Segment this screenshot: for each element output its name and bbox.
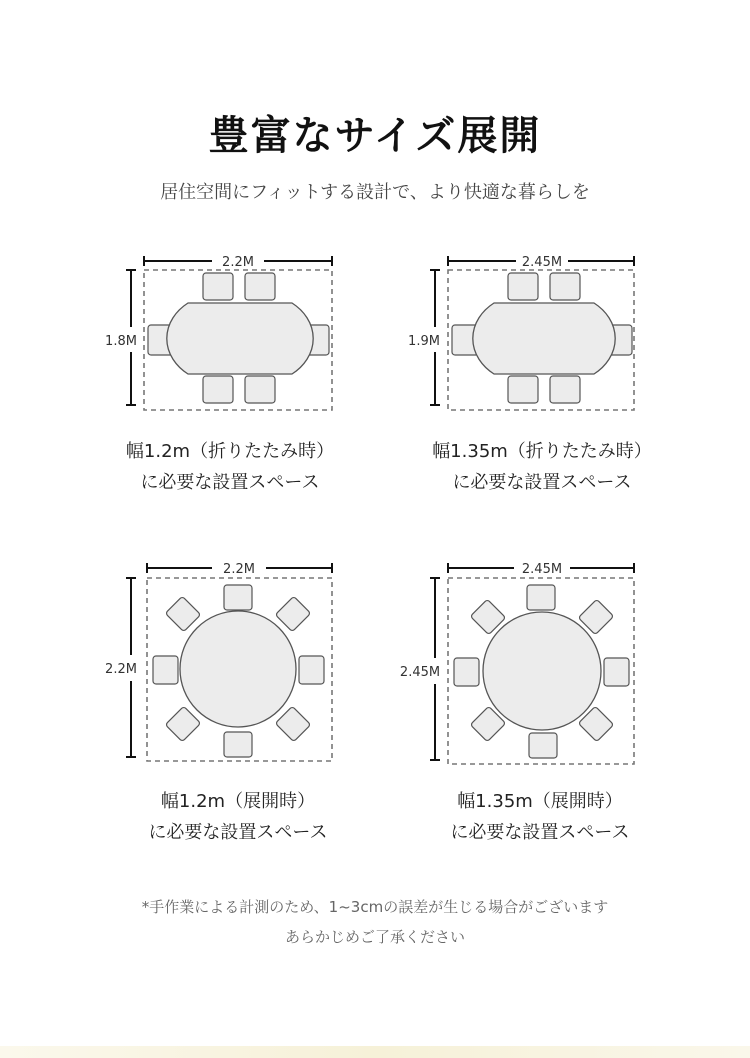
width-label: 2.45M (521, 255, 563, 270)
chair (165, 706, 200, 741)
page-title: 豊富なサイズ展開 (208, 113, 542, 159)
height-label: 2.45M (399, 665, 441, 680)
chair (165, 596, 200, 631)
caption-size-line: 幅1.2m（展開時） (160, 791, 316, 812)
caption-space-line: に必要な設置スペース (450, 822, 630, 843)
chair (299, 656, 324, 684)
chair (527, 585, 555, 610)
oval-table-diagram (402, 248, 642, 418)
layout-diagram-oval-small (100, 248, 360, 418)
chair (153, 656, 178, 684)
chair (275, 596, 310, 631)
caption-size-line: 幅1.2m（折りたたみ時） (125, 441, 335, 462)
round-table-diagram (100, 555, 340, 765)
layout-caption (370, 786, 710, 848)
footnote-line-2: あらかじめご了承ください (284, 928, 465, 946)
layout-caption (60, 436, 400, 498)
chair (203, 273, 233, 300)
chair (604, 658, 629, 686)
caption-space-line: に必要な設置スペース (140, 472, 320, 493)
oval-table (473, 303, 615, 374)
layout-caption (68, 786, 408, 848)
layout-diagram-round-large (399, 555, 662, 767)
chair (224, 585, 252, 610)
caption-size-line: 幅1.35m（展開時） (457, 791, 623, 812)
chair (508, 376, 538, 403)
round-table (180, 611, 296, 727)
round-table (483, 612, 601, 730)
chair (203, 376, 233, 403)
chair (245, 273, 275, 300)
chair (245, 376, 275, 403)
chair (508, 273, 538, 300)
height-label: 2.2M (105, 662, 137, 677)
page-subtitle: 居住空間にフィットする設計で、より快適な暮らしを (160, 182, 590, 203)
chair (529, 733, 557, 758)
chair (550, 376, 580, 403)
chair (224, 732, 252, 757)
caption-space-line: に必要な設置スペース (452, 472, 632, 493)
layout-diagram-round-small (100, 555, 360, 765)
height-label: 1.9M (408, 334, 440, 349)
oval-table (167, 303, 313, 374)
width-label: 2.2M (223, 562, 255, 577)
oval-table-diagram (100, 248, 340, 418)
height-label: 1.8M (105, 334, 137, 349)
chair (550, 273, 580, 300)
layout-caption (372, 436, 712, 498)
caption-space-line: に必要な設置スペース (148, 822, 328, 843)
width-label: 2.45M (521, 562, 563, 577)
chair (275, 706, 310, 741)
caption-size-line: 幅1.35m（折りたたみ時） (432, 441, 652, 462)
chair (454, 658, 479, 686)
bottom-decor-strip (0, 1046, 750, 1058)
layout-diagram-oval-large (402, 248, 662, 418)
footnote-line-1: *手作業による計測のため、1~3cmの誤差が生じる場合がございます (141, 898, 609, 916)
round-table-diagram (399, 555, 642, 767)
width-label: 2.2M (222, 255, 254, 270)
